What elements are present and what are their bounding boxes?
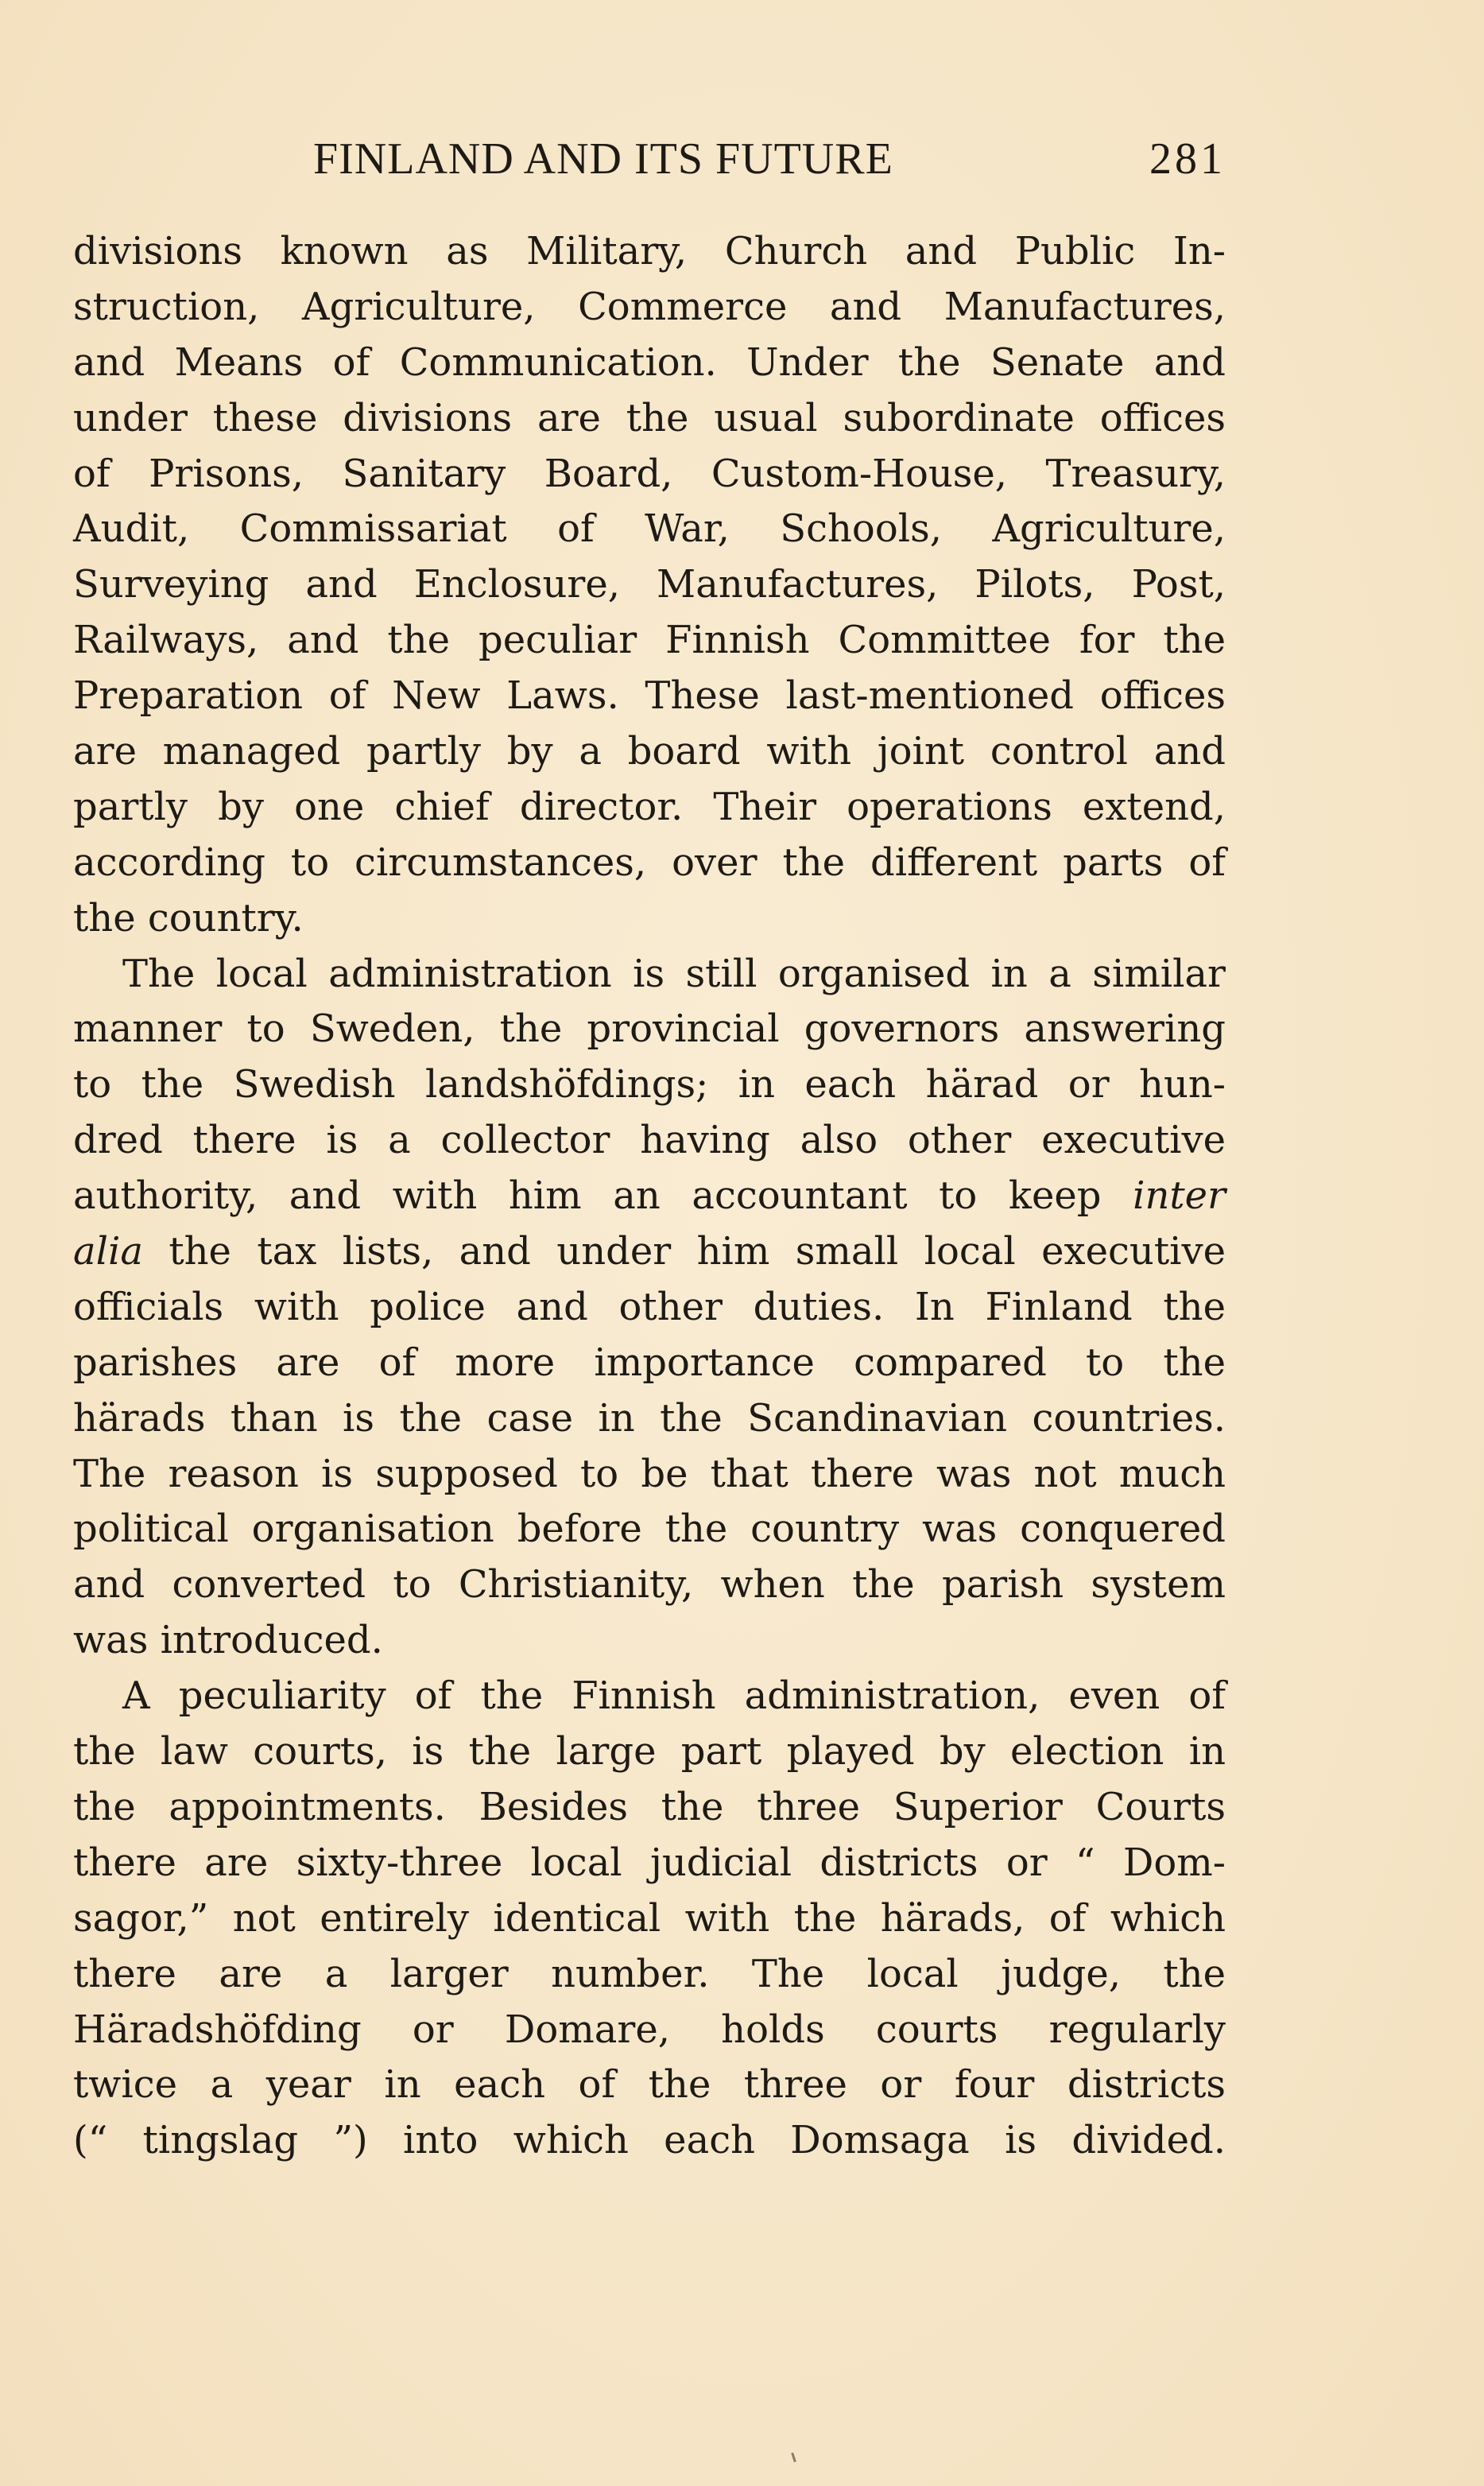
paragraph-2 [73, 947, 1226, 1670]
text-run: authority, and with him an accountant to keep [73, 1173, 1102, 1219]
text-line: härads than is the case in the Scandinavian countries. [73, 1395, 1226, 1441]
text-line: of Prisons, Sanitary Board, Custom-House, Treasury, [73, 451, 1226, 496]
text-run: the tax lists, and under him small local executive [169, 1229, 1226, 1274]
text-line: divisions known as Military, Church and Public In- [73, 229, 1226, 273]
text-line: under these divisions are the usual subordinate offices [73, 395, 1226, 440]
paragraph-3 [73, 1669, 1226, 2169]
text-line: to the Swedish landshöfdings; in each härad or hun- [73, 1062, 1226, 1107]
text-line: Häradshöfding or Domare, holds courts regularly [73, 2007, 1226, 2052]
text-line: struction, Agriculture, Commerce and Manufactures, [73, 284, 1226, 329]
text-line: parishes are of more importance compared to the [73, 1340, 1226, 1385]
text-line: the law courts, is the large part played by election in [73, 1729, 1226, 1774]
text-line: and converted to Christianity, when the parish system [73, 1562, 1226, 1608]
page-number: 281 [1149, 134, 1226, 184]
text-line: officials with police and other duties. In Finland the [73, 1284, 1226, 1329]
running-title: FINLAND AND ITS FUTURE [313, 134, 893, 184]
text-line: there are a larger number. The local judge, the [73, 1951, 1226, 1996]
text-line: A peculiarity of the Finnish administration, even of [122, 1673, 1226, 1719]
text-line: The reason is supposed to be that there was not much [73, 1451, 1226, 1496]
text-line: and Means of Communication. Under the Senate and [73, 339, 1226, 385]
text-line: are managed partly by a board with joint control and [73, 729, 1226, 774]
text-line: Railways, and the peculiar Finnish Committee for the [73, 618, 1226, 663]
text-line: was introduced. [73, 1618, 383, 1663]
text-line [73, 1224, 1226, 1280]
text-line: Surveying and Enclosure, Manufactures, Pilots, Post, [73, 562, 1226, 607]
running-head [73, 134, 1226, 189]
text-line: partly by one chief director. Their operations extend, [73, 784, 1226, 829]
text-line [73, 1169, 1226, 1224]
text-line: sagor,” not entirely identical with the härads, of which [73, 1895, 1226, 1941]
text-line: The local administration is still organised in a similar [122, 951, 1226, 996]
text-line: the appointments. Besides the three Superior Courts [73, 1784, 1226, 1829]
paragraph-1 [73, 224, 1226, 947]
text-line: manner to Sweden, the provincial governors answering [73, 1006, 1226, 1052]
text-line: the country. [73, 895, 304, 940]
text-line: there are sixty-three local judicial districts or “ Dom- [73, 1840, 1226, 1885]
italic-term: alia [73, 1229, 143, 1274]
text-line: political organisation before the country was conquered [73, 1507, 1226, 1552]
text-line: Preparation of New Laws. These last-mentioned offices [73, 673, 1226, 719]
print-mark [791, 2453, 796, 2462]
text-line: twice a year in each of the three or four districts [73, 2062, 1226, 2108]
text-line: according to circumstances, over the different parts of [73, 840, 1226, 885]
text-line: Audit, Commissariat of War, Schools, Agriculture, [73, 506, 1226, 552]
text-line: (“ tingslag ”) into which each Domsaga is divided. [73, 2118, 1226, 2163]
body-text [73, 224, 1226, 2169]
italic-term: inter [1133, 1173, 1226, 1219]
text-line: dred there is a collector having also other executive [73, 1118, 1226, 1163]
